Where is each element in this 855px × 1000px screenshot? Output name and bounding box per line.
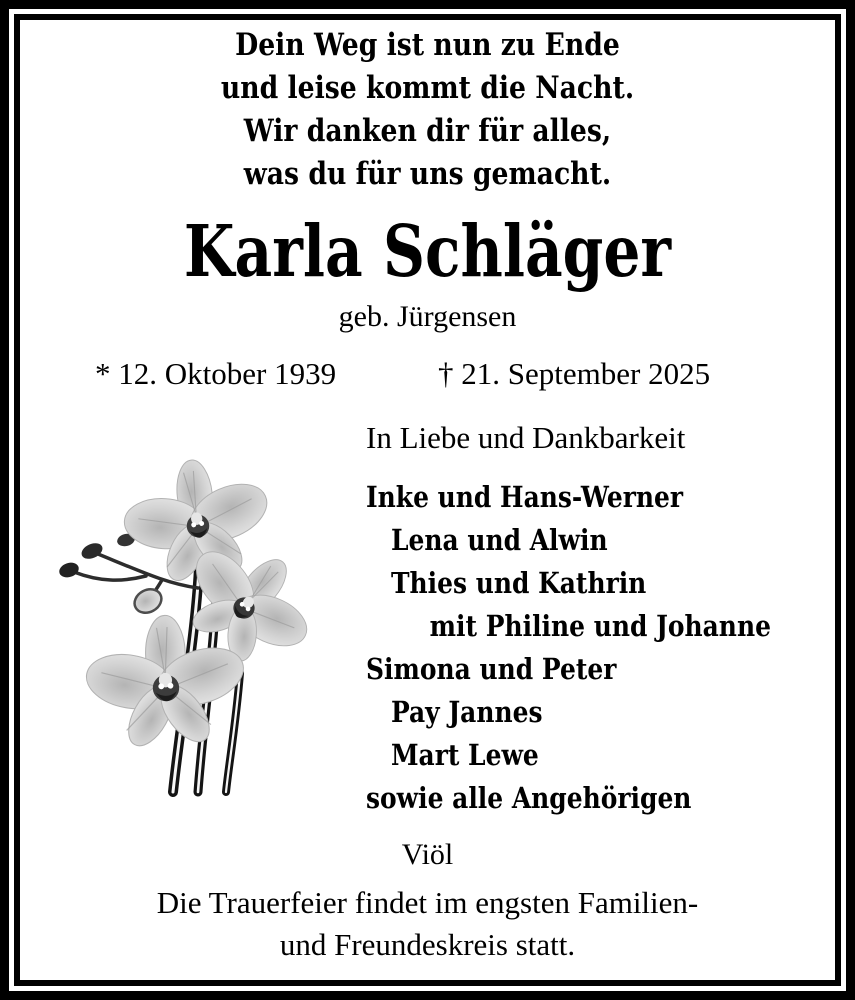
- mourner-line: Inke und Hans-Werner: [366, 480, 684, 514]
- mourners-list: [366, 476, 771, 820]
- mourner-line: Simona und Peter: [366, 652, 617, 686]
- life-dates: [0, 356, 855, 400]
- poem-line: und leise kommt die Nacht.: [220, 70, 635, 106]
- mourner-line: Mart Lewe: [390, 738, 539, 772]
- funeral-info: [0, 882, 855, 966]
- mourner-line: Thies und Kathrin: [390, 566, 647, 600]
- birth-date: * 12. Oktober 1939: [95, 356, 337, 391]
- closing-phrase: In Liebe und Dankbarkeit: [366, 420, 686, 455]
- mourner-line: mit Philine und Johanne: [429, 609, 771, 643]
- mourner-line: sowie alle Angehörigen: [366, 781, 692, 815]
- funeral-line: und Freundeskreis statt.: [279, 927, 576, 962]
- poem-line: Wir danken dir für alles,: [243, 113, 612, 149]
- orchid-flowers-image: [50, 448, 365, 798]
- mourner-line: Pay Jannes: [390, 695, 543, 729]
- maiden-name: geb. Jürgensen: [338, 300, 517, 333]
- death-date: † 21. September 2025: [438, 356, 711, 391]
- memorial-poem: [60, 24, 795, 196]
- mourner-line: Lena und Alwin: [390, 523, 608, 557]
- poem-line: was du für uns gemacht.: [243, 156, 612, 192]
- funeral-line: Die Trauerfeier findet im engsten Familien-: [156, 885, 699, 920]
- poem-line: Dein Weg ist nun zu Ende: [235, 27, 620, 63]
- deceased-name: Karla Schläger: [183, 209, 672, 293]
- place-name: Viöl: [401, 838, 454, 871]
